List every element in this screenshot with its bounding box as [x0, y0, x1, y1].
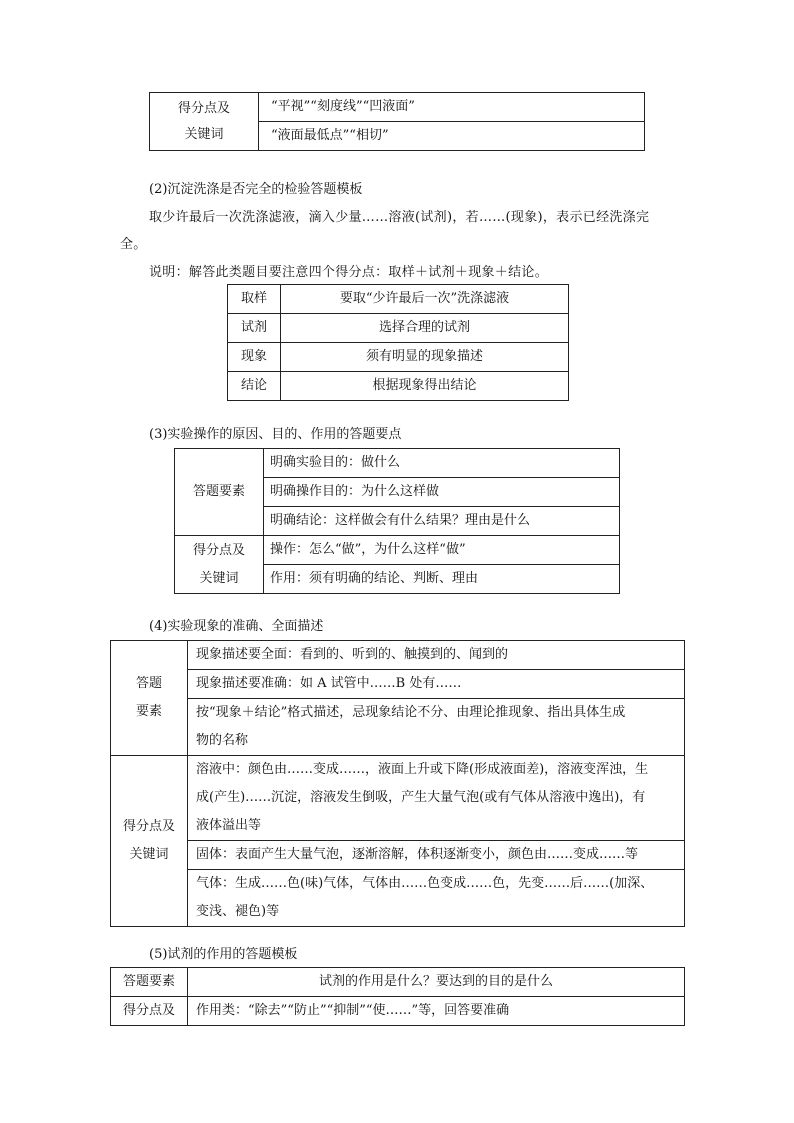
paragraph-line: 取少许最后一次洗涤滤液，滴入少量……溶液(试剂)，若……(现象)，表示已经洗涤完 [149, 210, 650, 225]
table-cell: 明确操作目的：为什么这样做 [264, 478, 620, 507]
table-label-cell: 答题要素 [175, 449, 264, 536]
table-cell: 作用类：“除去”“防止”“抑制”“使……”等，回答要准确 [188, 997, 685, 1026]
section-heading: (5)试剂的作用的答题模板 [149, 947, 298, 962]
table-cell: 试剂的作用是什么？要达到的目的是什么 [188, 968, 685, 997]
cell-line: 溶液中：颜色由……变成……，液面上升或下降(形成液面差)，溶液变浑浊，生 [196, 762, 649, 777]
paragraph-line: 全。 [120, 237, 147, 252]
table-cell: 明确实验目的：做什么 [264, 449, 620, 478]
table-cell: 作用：须有明确的结论、判断、理由 [264, 565, 620, 594]
table-value-cell: 须有明显的现象描述 [281, 343, 569, 372]
label-line: 得分点及 [177, 100, 230, 116]
table-cell: 现象描述要全面：看到的、听到的、触摸到的、闻到的 [188, 641, 685, 670]
table-measurement-keywords [149, 92, 645, 151]
table-value-cell: 根据现象得出结论 [281, 372, 569, 401]
table-value-cell: 选择合理的试剂 [281, 314, 569, 343]
table-key-cell: 取样 [228, 285, 281, 314]
table-label-cell [111, 641, 188, 756]
cell-line: 物的名称 [196, 733, 249, 748]
table-value-cell: 要取“少许最后一次”洗涤滤液 [281, 285, 569, 314]
table-key-cell: 结论 [228, 372, 281, 401]
table-cell-multiline [188, 699, 685, 756]
label-line: 要素 [135, 704, 162, 719]
table-label-cell [175, 536, 264, 594]
table-reagent-role [110, 967, 685, 1026]
section-heading: (4)实验现象的准确、全面描述 [149, 619, 324, 634]
cell-line: 液体溢出等 [196, 818, 262, 833]
cell-line: 气体：生成……色(味)气体，气体由……色变成……色，先变……后……(加深、 [196, 876, 654, 891]
table-key-cell: 试剂 [228, 314, 281, 343]
table-cell: 明确结论：这样做会有什么结果？理由是什么 [264, 507, 620, 536]
table-cell-multiline [188, 756, 685, 841]
table-cell: 固体：表面产生大量气泡，逐渐溶解，体积逐渐变小，颜色由……变成……等 [188, 841, 685, 870]
table-cell: “液面最低点”“相切” [259, 122, 645, 151]
table-operation-reasons [174, 448, 620, 594]
table-label-cell [111, 756, 188, 927]
label-line: 得分点及 [192, 542, 245, 558]
section-heading: (2)沉淀洗涤是否完全的检验答题模板 [149, 182, 363, 197]
table-cell: “平视”“刻度线”“凹液面” [259, 93, 645, 122]
label-line: 得分点及 [122, 819, 175, 834]
label-line: 答题 [135, 676, 162, 691]
table-cell-multiline [188, 870, 685, 927]
table-label-cell [150, 93, 259, 151]
section-heading: (3)实验操作的原因、目的、作用的答题要点 [149, 427, 402, 442]
label-line: 关键词 [199, 570, 239, 586]
table-washing-check [227, 284, 569, 401]
label-line: 关键词 [129, 847, 169, 862]
label-line: 关键词 [184, 126, 224, 142]
note-text: 说明：解答此类题目要注意四个得分点：取样＋试剂＋现象＋结论。 [149, 265, 549, 280]
table-key-cell: 现象 [228, 343, 281, 372]
cell-line: 变浅、褪色)等 [196, 904, 280, 919]
table-cell: 现象描述要准确：如 A 试管中……B 处有…… [188, 670, 685, 699]
table-label-cell: 得分点及 [111, 997, 188, 1026]
cell-line: 成(产生)……沉淀，溶液发生倒吸，产生大量气泡(或有气体从溶液中逸出)，有 [196, 790, 646, 805]
cell-line: 按“现象＋结论”格式描述，忌现象结论不分、由理论推现象、指出具体生成 [196, 705, 626, 720]
table-label-cell: 答题要素 [111, 968, 188, 997]
table-cell: 操作：怎么“做”，为什么这样“做” [264, 536, 620, 565]
table-phenomena-description [110, 640, 685, 927]
